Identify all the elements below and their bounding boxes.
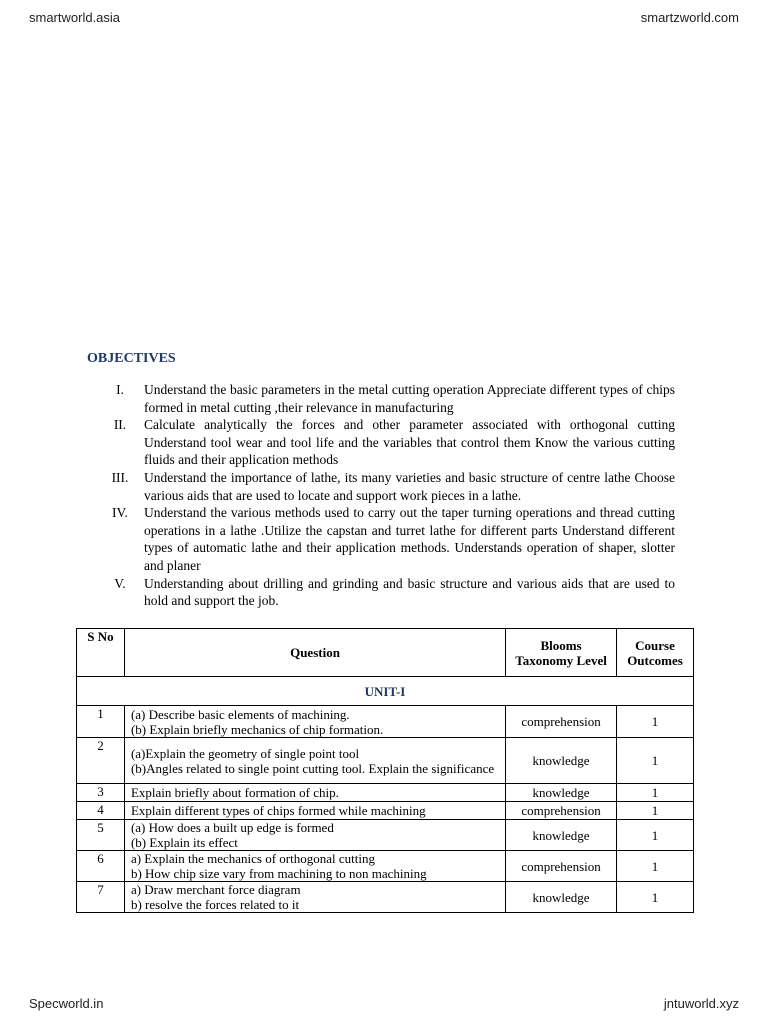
objectives-heading: OBJECTIVES bbox=[87, 351, 176, 366]
question-line: (b)Angles related to single point cutting tool. Explain the significance bbox=[130, 760, 495, 776]
watermark-bottom-left: Specworld.in bbox=[29, 996, 104, 1011]
row-question bbox=[124, 851, 505, 882]
question-line: (a)Explain the geometry of single point tool bbox=[130, 745, 360, 761]
objective-item bbox=[96, 381, 675, 416]
row-sno: 4 bbox=[77, 802, 125, 820]
table-row bbox=[77, 784, 694, 802]
row-question bbox=[124, 882, 505, 913]
objective-number: III. bbox=[111, 469, 129, 485]
objective-text: Calculate analytically the forces and other parameter associated with orthogonal cutting Understand tool wear and tool life and the variables that control them Know the various cutting fluids and their application methods bbox=[144, 417, 675, 468]
header-question: Question bbox=[124, 629, 505, 677]
watermark-bottom-right: jntuworld.xyz bbox=[663, 996, 739, 1011]
row-sno: 2 bbox=[77, 738, 125, 784]
row-blooms: comprehension bbox=[506, 706, 617, 738]
objectives-list bbox=[96, 381, 675, 610]
objective-text: Understand the various methods used to carry out the taper turning operations and thread cutting operations in a lathe .Utilize the capstan and turret lathe for different parts Understand different types of automatic lathe and their application methods. Understands operation of shaper, slotter and planer bbox=[144, 505, 675, 573]
unit-row bbox=[77, 677, 694, 706]
row-question bbox=[124, 802, 505, 820]
question-table bbox=[76, 628, 694, 913]
objective-item bbox=[96, 504, 675, 574]
header-outcomes: Course Outcomes bbox=[617, 629, 694, 677]
row-outcome: 1 bbox=[617, 738, 694, 784]
question-line: (b) Explain briefly mechanics of chip formation. bbox=[130, 721, 384, 737]
row-blooms: knowledge bbox=[506, 784, 617, 802]
row-outcome: 1 bbox=[617, 851, 694, 882]
question-line: Explain different types of chips formed while machining bbox=[130, 803, 426, 818]
table-row bbox=[77, 851, 694, 882]
question-line: b) How chip size vary from machining to non machining bbox=[130, 866, 427, 881]
question-line: (a) How does a built up edge is formed bbox=[130, 820, 334, 835]
row-outcome: 1 bbox=[617, 820, 694, 851]
watermark-top-left: smartworld.asia bbox=[29, 10, 121, 25]
question-line: (a) Describe basic elements of machining. bbox=[130, 706, 350, 722]
row-outcome: 1 bbox=[617, 706, 694, 738]
table-row bbox=[77, 882, 694, 913]
objective-item bbox=[96, 469, 675, 504]
unit-title: UNIT-I bbox=[77, 677, 694, 706]
table-header-row bbox=[77, 629, 694, 677]
row-outcome: 1 bbox=[617, 882, 694, 913]
objective-item bbox=[96, 575, 675, 610]
row-question bbox=[124, 784, 505, 802]
question-line: b) resolve the forces related to it bbox=[130, 897, 300, 912]
row-blooms: knowledge bbox=[506, 820, 617, 851]
objective-number: IV. bbox=[112, 505, 128, 521]
watermark-top-right: smartzworld.com bbox=[640, 10, 739, 25]
table-row bbox=[77, 820, 694, 851]
objective-number: I. bbox=[116, 382, 124, 397]
row-outcome: 1 bbox=[617, 784, 694, 802]
row-sno: 1 bbox=[77, 706, 125, 738]
header-sno: S No bbox=[77, 629, 125, 677]
table-row bbox=[77, 706, 694, 738]
objective-number: II. bbox=[113, 417, 127, 433]
row-sno: 6 bbox=[77, 851, 125, 882]
question-line: a) Draw merchant force diagram bbox=[130, 882, 301, 897]
objective-item bbox=[96, 416, 675, 469]
row-sno: 7 bbox=[77, 882, 125, 913]
table-row bbox=[77, 802, 694, 820]
row-outcome: 1 bbox=[617, 802, 694, 820]
row-question bbox=[124, 820, 505, 851]
question-line: (b) Explain its effect bbox=[130, 835, 238, 850]
question-line: Explain briefly about formation of chip. bbox=[130, 785, 339, 800]
row-blooms: comprehension bbox=[506, 802, 617, 820]
question-line: a) Explain the mechanics of orthogonal cutting bbox=[130, 851, 375, 866]
objective-text: Understand the basic parameters in the metal cutting operation Appreciate different types of chips formed in metal cutting ,their relevance in manufacturing bbox=[144, 382, 675, 415]
row-blooms: knowledge bbox=[506, 882, 617, 913]
row-question bbox=[124, 738, 505, 784]
row-blooms: knowledge bbox=[506, 738, 617, 784]
header-blooms: Blooms Taxonomy Level bbox=[506, 629, 617, 677]
row-sno: 5 bbox=[77, 820, 125, 851]
row-blooms: comprehension bbox=[506, 851, 617, 882]
row-sno: 3 bbox=[77, 784, 125, 802]
objective-text: Understanding about drilling and grinding and basic structure and various aids that are used to hold and support the job. bbox=[144, 575, 675, 609]
objective-text: Understand the importance of lathe, its many varieties and basic structure of centre lathe Choose various aids that are used to locate and support work pieces in a lathe. bbox=[144, 469, 675, 503]
table-row bbox=[77, 738, 694, 784]
objective-number: V. bbox=[114, 575, 126, 591]
row-question bbox=[124, 706, 505, 738]
